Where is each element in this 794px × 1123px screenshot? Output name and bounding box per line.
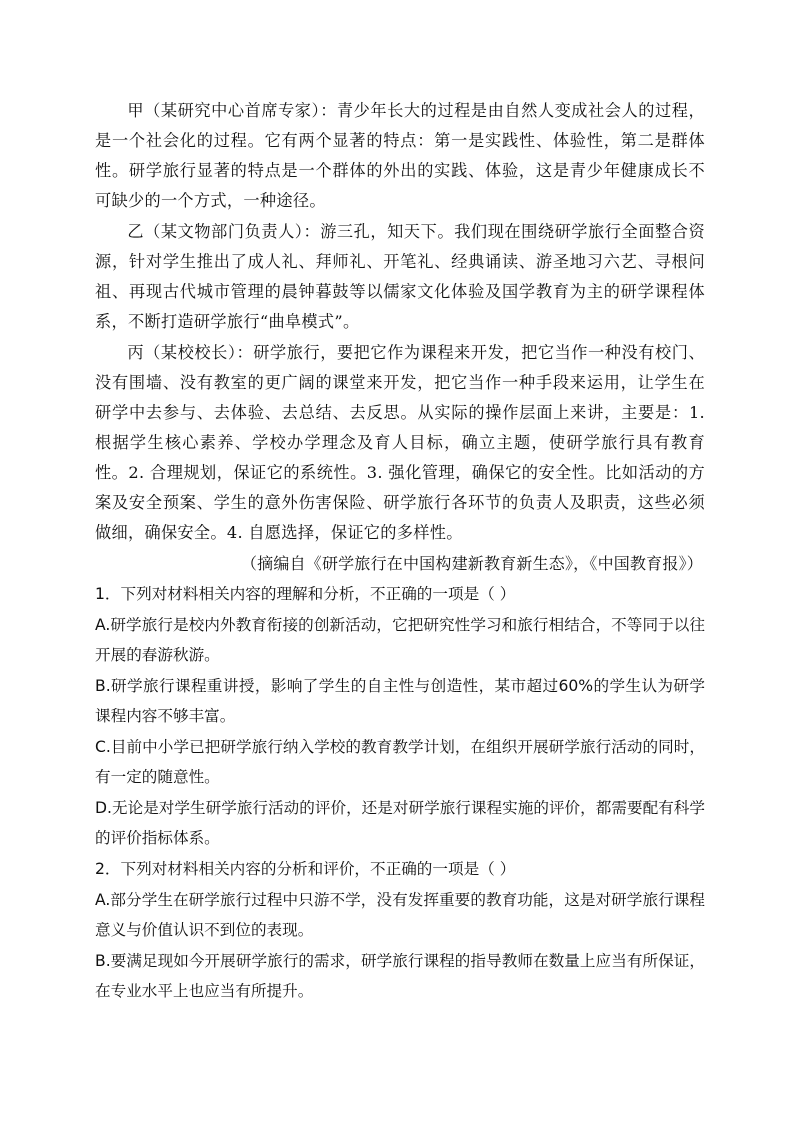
passage-paragraph-jia: 甲（某研究中心首席专家）：青少年长大的过程是由自然人变成社会人的过程，是一个社会化的过程。它有两个显著的特点：第一是实践性、体验性，第二是群体性。研学旅行显著的特点是一个群体的外出的实践、体验，这是青少年健康成长不可缺少的一个方式，一种途径。 (95, 101, 705, 210)
question-2 (95, 854, 705, 1006)
question-1-stem: 1．下列对材料相关内容的理解和分析，不正确的一项是（ ） (95, 585, 516, 603)
page-content (95, 96, 705, 1007)
question-1-option-c: C.目前中小学已把研学旅行纳入学校的教育教学计划，在组织开展研学旅行活动的同时，有一定的随意性。 (95, 738, 705, 786)
passage-paragraph-yi: 乙（某文物部门负责人）：游三孔，知天下。我们现在围绕研学旅行全面整合资源，针对学生推出了成人礼、拜师礼、开笔礼、经典诵读、游圣地习六艺、寻根问祖、再现古代城市管理的晨钟暮鼓等以儒家文化体验及国学教育为主的研学课程体系，不断打造研学旅行“曲阜模式”。 (95, 222, 705, 331)
passage-source: （摘编自《研学旅行在中国构建新教育新生态》，《中国教育报》） (240, 554, 703, 573)
passage-paragraph-bing: 丙（某校校长）：研学旅行，要把它作为课程来开发，把它当作一种没有校门、没有围墙、没有教室的更广阔的课堂来开发，把它当作一种手段来运用，让学生在研学中去参与、去体验、去总结、去反思。从实际的操作层面上来讲，主要是：1. 根据学生核心素养、学校办学理念及育人目标，确立主题，使研学旅行具有教育性。2. 合理规划，保证它的系统性。3. 强化管理，确保它的安全性。比如活动的方案及安全预案、学生的意外伤害保险、研学旅行各环节的负责人及职责，这些必须做细，确保安全。4. 自愿选择，保证它的多样性。 (95, 343, 705, 542)
question-1-option-b: B.研学旅行课程重讲授，影响了学生的自主性与创造性，某市超过60%的学生认为研学课程内容不够丰富。 (95, 677, 705, 725)
question-2-stem: 2．下列对材料相关内容的分析和评价，不正确的一项是（ ） (95, 860, 516, 878)
question-1-option-a: A.研学旅行是校内外教育衔接的创新活动，它把研究性学习和旅行相结合，不等同于以往开展的春游秋游。 (95, 616, 705, 664)
question-1 (95, 579, 705, 853)
question-1-option-d: D.无论是对学生研学旅行活动的评价，还是对研学旅行课程实施的评价，都需要配有科学的评价指标体系。 (95, 799, 705, 847)
question-2-option-b: B.要满足现如今开展研学旅行的需求，研学旅行课程的指导教师在数量上应当有所保证，在专业水平上也应当有所提升。 (95, 952, 705, 1000)
question-2-option-a: A.部分学生在研学旅行过程中只游不学，没有发挥重要的教育功能，这是对研学旅行课程意义与价值认识不到位的表现。 (95, 891, 705, 939)
